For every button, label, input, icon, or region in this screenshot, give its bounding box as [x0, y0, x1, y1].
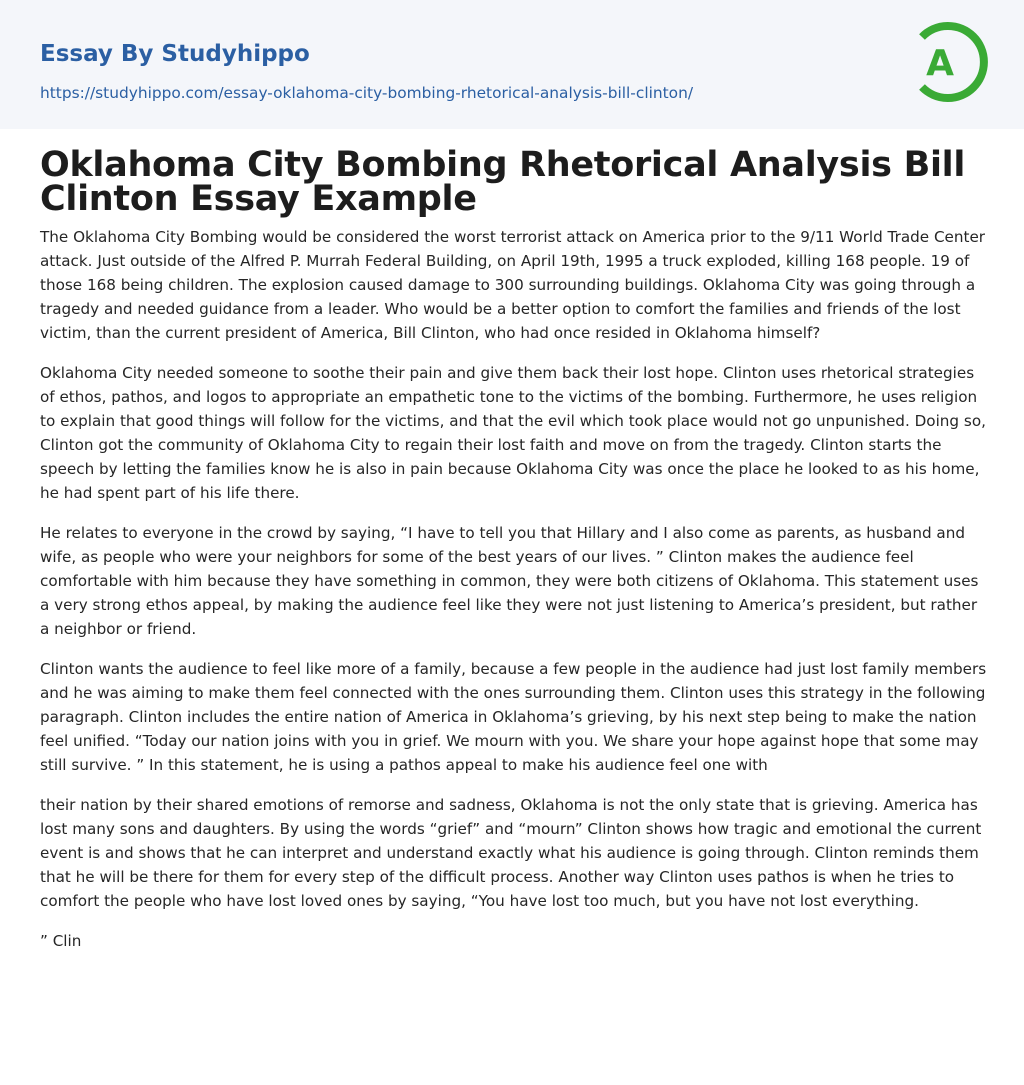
essay-paragraph: their nation by their shared emotions of remorse and sadness, Oklahoma is not the only state that is grieving. America has lost many sons and daughters. By using the words “grief” and “mourn” Clinton shows how tragic and emotional the current event is and shows that he can interpret and understand exactly what his audience is going through. Clinton reminds them that he will be there for them for every step of the difficult process. Another way Clinton uses pathos is when he tries to comfort the people who have lost loved ones by saying, “You have lost too much, but you have not lost everything. [40, 796, 982, 910]
logo-letter: A [926, 43, 954, 84]
site-header [0, 0, 1024, 129]
essay-paragraph: The Oklahoma City Bombing would be considered the worst terrorist attack on America prior to the 9/11 World Trade Center attack. Just outside of the Alfred P. Murrah Federal Building, on April 19th, 1995 a truck exploded, killing 168 people. 19 of those 168 being children. The explosion caused damage to 300 surrounding buildings. Oklahoma City was going through a tragedy and needed guidance from a leader. Who would be a better option to comfort the families and friends of the lost victim, than the current president of America, Bill Clinton, who had once resided in Oklahoma himself? [40, 228, 986, 342]
essay-paragraph: Clinton wants the audience to feel like more of a family, because a few people in the audience had just lost family members and he was aiming to make them feel connected with the ones surrounding them. Clinton uses this strategy in the following paragraph. Clinton includes the entire nation of America in Oklahoma’s grieving, by his next step being to make the nation feel unified. “Today our nation joins with you in grief. We mourn with you. We share your hope against hope that some may still survive. ” In this statement, he is using a pathos appeal to make his audience feel one with [40, 660, 987, 774]
site-title[interactable]: Essay By Studyhippo [40, 41, 310, 67]
page-title: Oklahoma City Bombing Rhetorical Analysis Bill Clinton Essay Example [40, 145, 966, 219]
essay-paragraph-truncated: ” Clin [40, 932, 82, 950]
essay-paragraph: Oklahoma City needed someone to soothe their pain and give them back their lost hope. Clinton uses rhetorical strategies of ethos, pathos, and logos to appropriate an empathetic tone to the victims of the bombing. Furthermore, he uses religion to explain that good things will follow for the victims, and that the evil which took place would not go unpunished. Doing so, Clinton got the community of Oklahoma City to regain their lost faith and move on from the tragedy. Clinton starts the speech by letting the families know he is also in pain because Oklahoma City was once the place he looked to as his home, he had spent part of his life there. [40, 364, 986, 502]
essay-paragraph: He relates to everyone in the crowd by saying, “I have to tell you that Hillary and I also come as parents, as husband and wife, as people who were your neighbors for some of the best years of our lives. ” Clinton makes the audience feel comfortable with him because they have something in common, they were both citizens of Oklahoma. This statement uses a very strong ethos appeal, by making the audience feel like they were not just listening to America’s president, but rather a neighbor or friend. [40, 524, 979, 638]
essay-article [40, 145, 990, 969]
studyhippo-logo-icon[interactable] [912, 18, 988, 106]
essay-url-link[interactable]: https://studyhippo.com/essay-oklahoma-city-bombing-rhetorical-analysis-bill-clinton/ [40, 84, 694, 102]
